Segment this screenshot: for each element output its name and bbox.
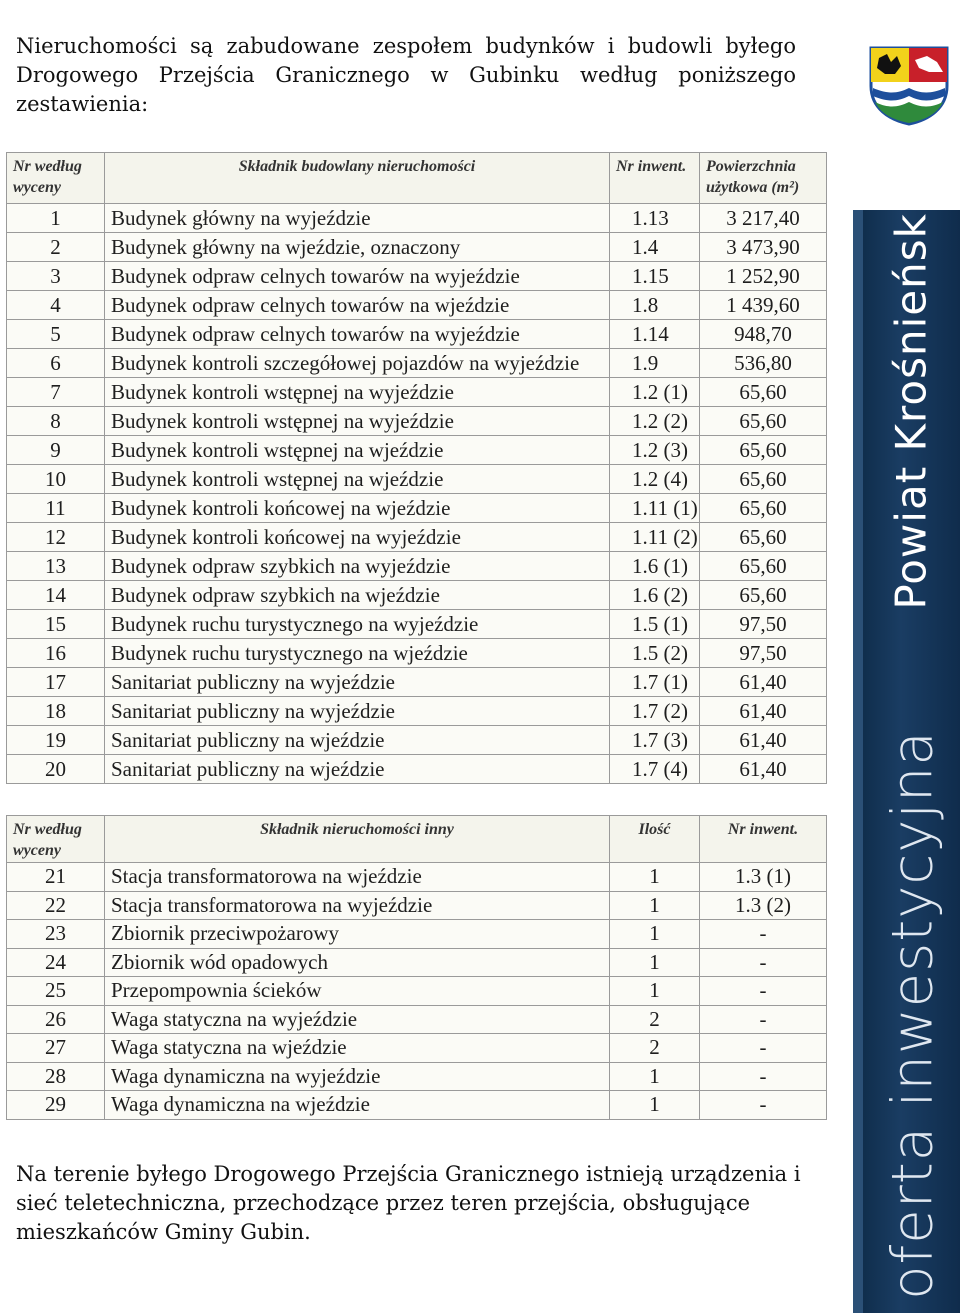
- closing-paragraph: Na terenie byłego Drogowego Przejścia Granicznego istnieją urządzenia i sieć teletechniczna, przechodzące przez teren przejścia, obsługujące mieszkańców Gminy Gubin.: [16, 1162, 801, 1244]
- inventory-number: 1.15: [610, 262, 700, 291]
- row-number: 12: [7, 523, 105, 552]
- usable-area: 1 439,60: [700, 291, 827, 320]
- row-number: 10: [7, 465, 105, 494]
- inventory-number: 1.2 (4): [610, 465, 700, 494]
- table-row: [7, 378, 827, 407]
- buildings-table: [6, 152, 827, 784]
- usable-area: 536,80: [700, 349, 827, 378]
- table-row: [7, 1034, 827, 1063]
- usable-area: 65,60: [700, 407, 827, 436]
- component-name: Budynek odpraw celnych towarów na wyjeździe: [105, 262, 610, 291]
- quantity: 1: [610, 920, 700, 949]
- quantity: 1: [610, 863, 700, 892]
- table-row: [7, 262, 827, 291]
- component-name: Budynek odpraw szybkich na wyjeździe: [105, 552, 610, 581]
- component-name: Budynek kontroli wstępnej na wyjeździe: [105, 407, 610, 436]
- usable-area: 97,50: [700, 639, 827, 668]
- component-name: Sanitariat publiczny na wyjeździe: [105, 697, 610, 726]
- header-inv: Nr inwent.: [610, 153, 700, 204]
- component-name: Budynek kontroli szczegółowej pojazdów na wyjeździe: [105, 349, 610, 378]
- quantity: 1: [610, 1091, 700, 1120]
- component-name: Budynek główny na wyjeździe: [105, 204, 610, 233]
- component-name: Budynek główny na wjeździe, oznaczony: [105, 233, 610, 262]
- row-number: 11: [7, 494, 105, 523]
- table-row: [7, 436, 827, 465]
- row-number: 15: [7, 610, 105, 639]
- quantity: 1: [610, 977, 700, 1006]
- component-name: Sanitariat publiczny na wjeździe: [105, 755, 610, 784]
- row-number: 9: [7, 436, 105, 465]
- inventory-number: 1.11 (1): [610, 494, 700, 523]
- usable-area: 61,40: [700, 697, 827, 726]
- intro-paragraph: [16, 32, 796, 119]
- table-row: [7, 407, 827, 436]
- header-component: Składnik nieruchomości inny: [105, 816, 610, 863]
- table-row: [7, 523, 827, 552]
- inventory-number: -: [700, 977, 827, 1006]
- intro-line-1: Nieruchomości są zabudowane zespołem budynków i budowli byłego: [16, 34, 796, 58]
- inventory-number: 1.7 (3): [610, 726, 700, 755]
- inventory-number: -: [700, 1034, 827, 1063]
- inventory-number: 1.4: [610, 233, 700, 262]
- inventory-number: 1.3 (2): [700, 891, 827, 920]
- component-name: Budynek kontroli końcowej na wjeździe: [105, 494, 610, 523]
- inventory-number: -: [700, 1005, 827, 1034]
- inventory-number: 1.3 (1): [700, 863, 827, 892]
- row-number: 29: [7, 1091, 105, 1120]
- row-number: 8: [7, 407, 105, 436]
- row-number: 17: [7, 668, 105, 697]
- row-number: 28: [7, 1062, 105, 1091]
- inventory-number: 1.7 (1): [610, 668, 700, 697]
- usable-area: 948,70: [700, 320, 827, 349]
- table-row: [7, 863, 827, 892]
- usable-area: 65,60: [700, 552, 827, 581]
- component-name: Budynek kontroli wstępnej na wyjeździe: [105, 378, 610, 407]
- inventory-number: 1.7 (2): [610, 697, 700, 726]
- inventory-number: 1.2 (1): [610, 378, 700, 407]
- component-name: Stacja transformatorowa na wjeździe: [105, 863, 610, 892]
- sidebar-subtitle: oferta inwestycyjna: [880, 730, 946, 1300]
- component-name: Waga dynamiczna na wyjeździe: [105, 1062, 610, 1091]
- header-inv: Nr inwent.: [700, 816, 827, 863]
- usable-area: 65,60: [700, 465, 827, 494]
- usable-area: 61,40: [700, 755, 827, 784]
- component-name: Stacja transformatorowa na wyjeździe: [105, 891, 610, 920]
- table-row: [7, 726, 827, 755]
- quantity: 1: [610, 948, 700, 977]
- row-number: 24: [7, 948, 105, 977]
- usable-area: 61,40: [700, 726, 827, 755]
- component-name: Budynek kontroli wstępnej na wjeździe: [105, 436, 610, 465]
- component-name: Zbiornik przeciwpożarowy: [105, 920, 610, 949]
- other-components-table: [6, 815, 827, 1120]
- quantity: 1: [610, 891, 700, 920]
- table-row: [7, 639, 827, 668]
- header-qty: Ilość: [610, 816, 700, 863]
- header-nr: Nr według wyceny: [7, 816, 105, 863]
- usable-area: 65,60: [700, 494, 827, 523]
- row-number: 16: [7, 639, 105, 668]
- row-number: 23: [7, 920, 105, 949]
- row-number: 20: [7, 755, 105, 784]
- buildings-table-body: [7, 204, 827, 784]
- sidebar-title: Powiat Krośnieński: [886, 200, 936, 610]
- row-number: 13: [7, 552, 105, 581]
- usable-area: 97,50: [700, 610, 827, 639]
- table-row: [7, 349, 827, 378]
- table-row: [7, 494, 827, 523]
- inventory-number: 1.14: [610, 320, 700, 349]
- table-row: [7, 920, 827, 949]
- component-name: Waga statyczna na wjeździe: [105, 1034, 610, 1063]
- row-number: 6: [7, 349, 105, 378]
- table-row: [7, 465, 827, 494]
- row-number: 22: [7, 891, 105, 920]
- component-name: Budynek odpraw celnych towarów na wyjeździe: [105, 320, 610, 349]
- table-row: [7, 610, 827, 639]
- table-row: [7, 891, 827, 920]
- table-row: [7, 697, 827, 726]
- quantity: 2: [610, 1034, 700, 1063]
- component-name: Waga dynamiczna na wjeździe: [105, 1091, 610, 1120]
- header-component: Składnik budowlany nieruchomości: [105, 153, 610, 204]
- component-name: Sanitariat publiczny na wyjeździe: [105, 668, 610, 697]
- inventory-number: -: [700, 1062, 827, 1091]
- component-name: Przepompownia ścieków: [105, 977, 610, 1006]
- component-name: Zbiornik wód opadowych: [105, 948, 610, 977]
- table-row: [7, 581, 827, 610]
- county-coat-of-arms-icon: [867, 44, 951, 126]
- table-row: [7, 755, 827, 784]
- row-number: 2: [7, 233, 105, 262]
- row-number: 1: [7, 204, 105, 233]
- inventory-number: 1.5 (2): [610, 639, 700, 668]
- buildings-table-header: [7, 153, 827, 204]
- row-number: 18: [7, 697, 105, 726]
- header-nr: Nr według wyceny: [7, 153, 105, 204]
- row-number: 25: [7, 977, 105, 1006]
- component-name: Waga statyczna na wyjeździe: [105, 1005, 610, 1034]
- usable-area: 1 252,90: [700, 262, 827, 291]
- usable-area: 65,60: [700, 436, 827, 465]
- component-name: Budynek ruchu turystycznego na wjeździe: [105, 639, 610, 668]
- quantity: 1: [610, 1062, 700, 1091]
- other-table-body: [7, 863, 827, 1120]
- row-number: 27: [7, 1034, 105, 1063]
- row-number: 3: [7, 262, 105, 291]
- sidebar-banner: [853, 0, 960, 1313]
- inventory-number: 1.2 (2): [610, 407, 700, 436]
- table-row: [7, 977, 827, 1006]
- row-number: 14: [7, 581, 105, 610]
- inventory-number: 1.8: [610, 291, 700, 320]
- component-name: Budynek kontroli końcowej na wyjeździe: [105, 523, 610, 552]
- table-row: [7, 948, 827, 977]
- usable-area: 3 217,40: [700, 204, 827, 233]
- table-row: [7, 1005, 827, 1034]
- table-row: [7, 204, 827, 233]
- table-row: [7, 291, 827, 320]
- inventory-number: 1.13: [610, 204, 700, 233]
- table-row: [7, 552, 827, 581]
- row-number: 19: [7, 726, 105, 755]
- usable-area: 65,60: [700, 378, 827, 407]
- table-row: [7, 1062, 827, 1091]
- row-number: 21: [7, 863, 105, 892]
- component-name: Budynek odpraw celnych towarów na wjeździe: [105, 291, 610, 320]
- inventory-number: -: [700, 948, 827, 977]
- other-table-header: [7, 816, 827, 863]
- table-row: [7, 1091, 827, 1120]
- row-number: 26: [7, 1005, 105, 1034]
- quantity: 2: [610, 1005, 700, 1034]
- row-number: 4: [7, 291, 105, 320]
- usable-area: 65,60: [700, 523, 827, 552]
- intro-line-3: zestawienia:: [16, 92, 149, 116]
- inventory-number: 1.6 (1): [610, 552, 700, 581]
- component-name: Budynek kontroli wstępnej na wjeździe: [105, 465, 610, 494]
- table-row: [7, 233, 827, 262]
- inventory-number: 1.6 (2): [610, 581, 700, 610]
- header-area: Powierzchnia użytkowa (m²): [700, 153, 827, 204]
- table-row: [7, 320, 827, 349]
- component-name: Sanitariat publiczny na wjeździe: [105, 726, 610, 755]
- inventory-number: 1.7 (4): [610, 755, 700, 784]
- inventory-number: 1.11 (2): [610, 523, 700, 552]
- inventory-number: 1.5 (1): [610, 610, 700, 639]
- row-number: 5: [7, 320, 105, 349]
- row-number: 7: [7, 378, 105, 407]
- inventory-number: -: [700, 920, 827, 949]
- usable-area: 3 473,90: [700, 233, 827, 262]
- inventory-number: 1.2 (3): [610, 436, 700, 465]
- component-name: Budynek ruchu turystycznego na wyjeździe: [105, 610, 610, 639]
- inventory-number: 1.9: [610, 349, 700, 378]
- component-name: Budynek odpraw szybkich na wjeździe: [105, 581, 610, 610]
- table-row: [7, 668, 827, 697]
- inventory-number: -: [700, 1091, 827, 1120]
- usable-area: 65,60: [700, 581, 827, 610]
- usable-area: 61,40: [700, 668, 827, 697]
- intro-line-2: Drogowego Przejścia Granicznego w Gubinku według poniższego: [16, 63, 796, 87]
